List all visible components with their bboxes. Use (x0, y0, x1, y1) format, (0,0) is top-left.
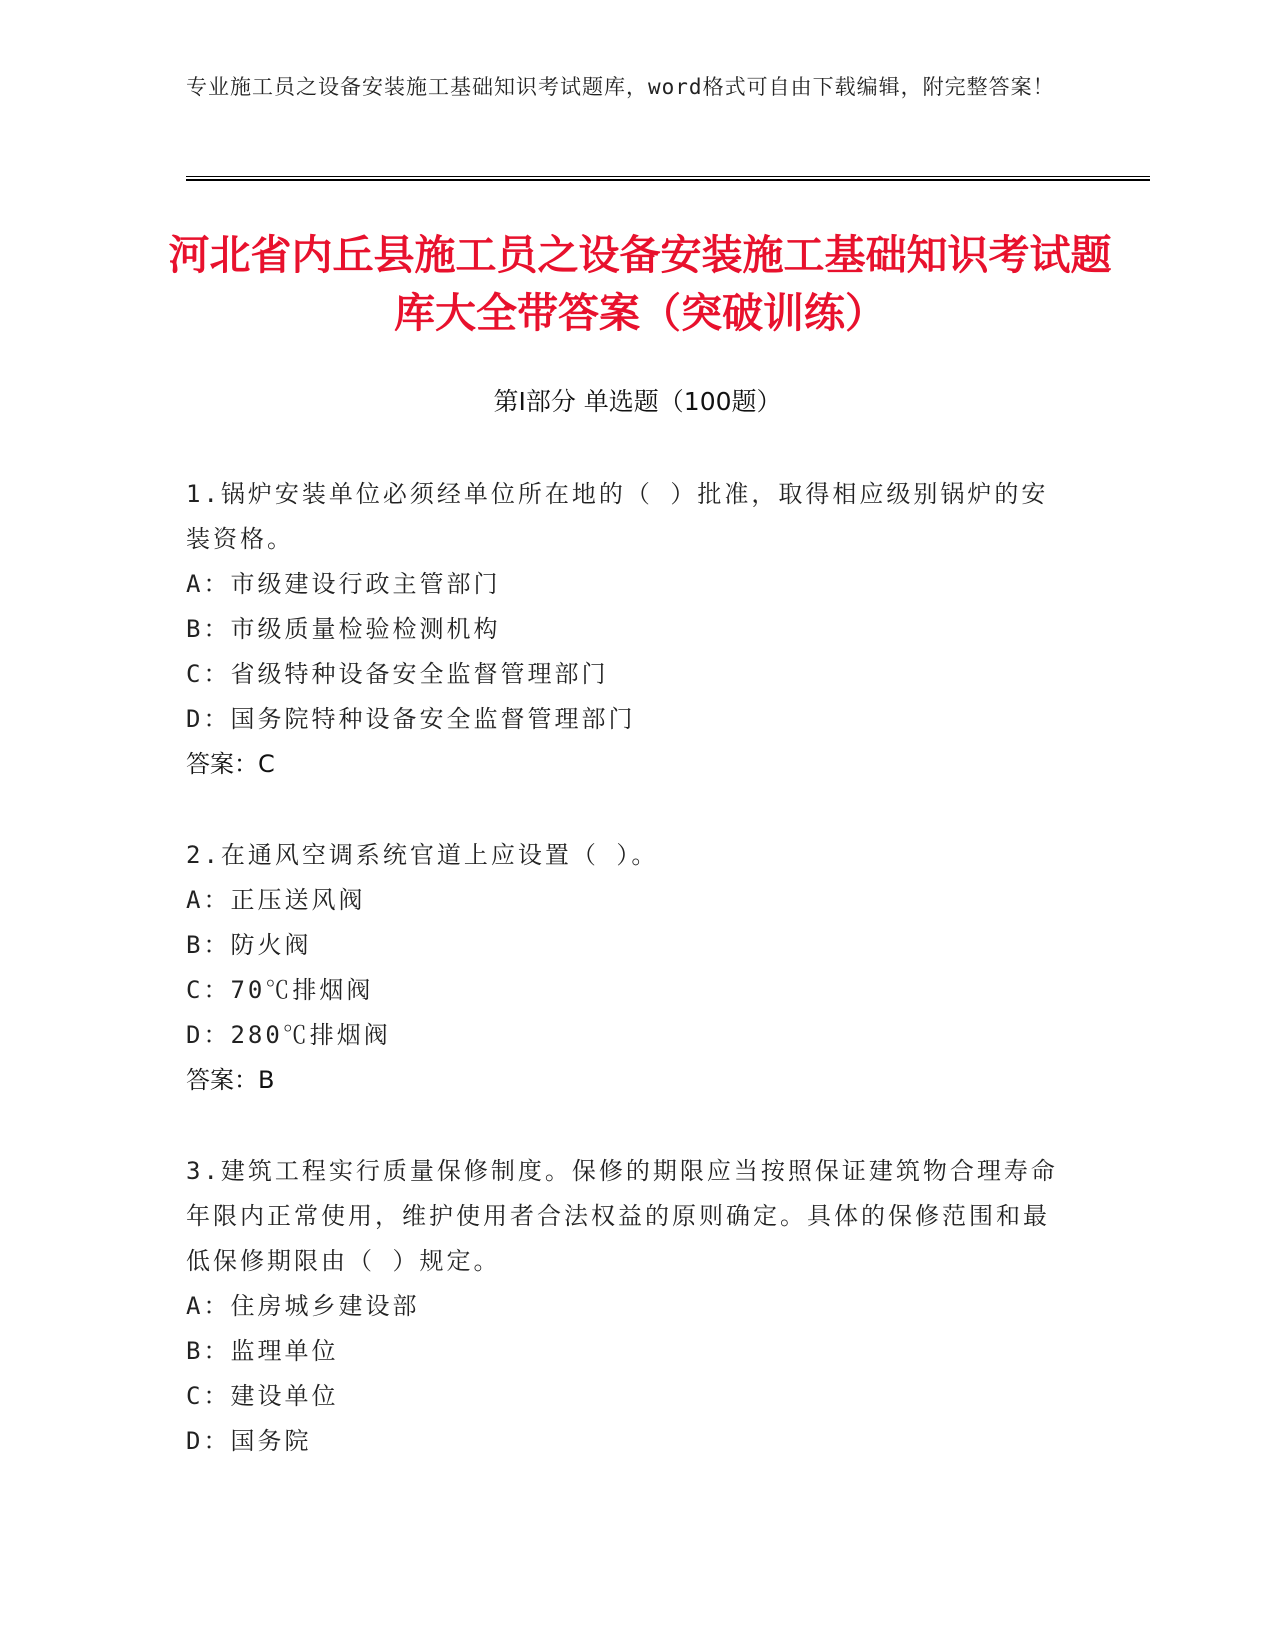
question-item (186, 472, 1066, 787)
section-title: 第Ⅰ部分 单选题（100题） (493, 387, 782, 416)
question-stem: 2.在通风空调系统官道上应设置（ ）。 (186, 841, 659, 869)
answer-line: 答案：B (186, 1066, 275, 1094)
option-a: A：住房城乡建设部 (186, 1292, 420, 1320)
option-a: A：市级建设行政主管部门 (186, 570, 501, 598)
option-c: C：70℃排烟阀 (186, 976, 374, 1004)
question-stem: 1.锅炉安装单位必须经单位所在地的（ ）批准，取得相应级别锅炉的安装资格。 (186, 480, 1049, 553)
option-d: D：280℃排烟阀 (186, 1021, 391, 1049)
question-item (186, 833, 1066, 1103)
header-note: 专业施工员之设备安装施工基础知识考试题库，word格式可自由下载编辑，附完整答案！ (186, 75, 1055, 99)
option-d: D：国务院特种设备安全监督管理部门 (186, 705, 636, 733)
answer-line: 答案：C (186, 750, 275, 778)
question-stem: 3.建筑工程实行质量保修制度。保修的期限应当按照保证建筑物合理寿命年限内正常使用，维护使用者合法权益的原则确定。具体的保修范围和最低保修期限由（ ）规定。 (186, 1157, 1058, 1275)
header-divider (186, 176, 1150, 181)
question-item (186, 1149, 1066, 1464)
option-c: C：建设单位 (186, 1382, 339, 1410)
document-title: 河北省内丘县施工员之设备安装施工基础知识考试题库大全带答案（突破训练） (168, 231, 1112, 337)
option-a: A：正压送风阀 (186, 886, 366, 914)
option-c: C：省级特种设备安全监督管理部门 (186, 660, 609, 688)
option-b: B：市级质量检验检测机构 (186, 615, 501, 643)
option-b: B：防火阀 (186, 931, 312, 959)
option-d: D：国务院 (186, 1427, 312, 1455)
question-list (186, 472, 1066, 1510)
option-b: B：监理单位 (186, 1337, 339, 1365)
